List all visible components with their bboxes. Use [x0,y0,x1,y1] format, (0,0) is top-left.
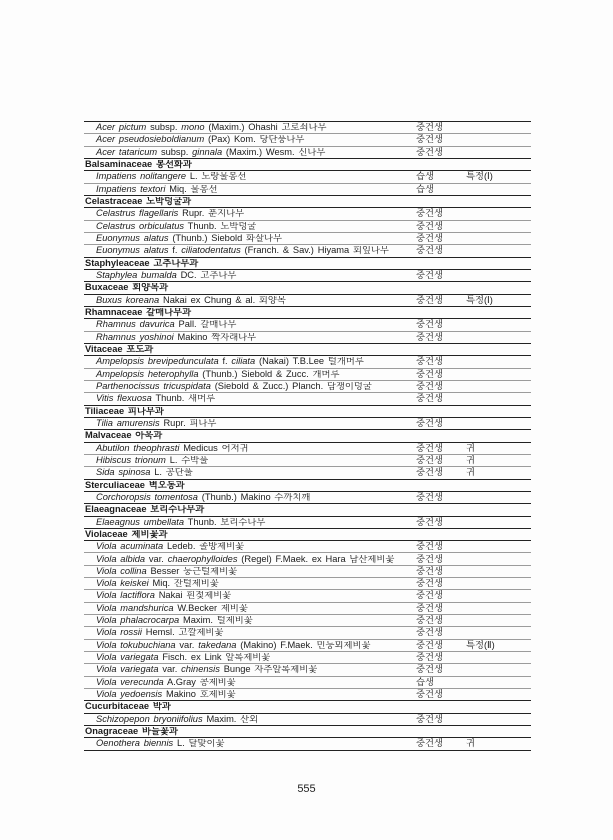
species-name: Ampelopsis brevipedunculata f. ciliata (Nakai) T.B.Lee 털개머루 [96,357,364,367]
moisture-cell: 중건생 [416,652,443,663]
moisture-cell: 중건생 [416,417,443,428]
species-row [84,603,531,615]
species-row [84,134,531,146]
moisture-cell: 중건생 [416,269,443,280]
moisture-cell: 중건생 [416,615,443,626]
species-name: Impatiens textori Miq. 물봉선 [96,184,218,194]
moisture-cell: 중건생 [416,627,443,638]
moisture-cell: 습생 [416,183,434,194]
note-cell: 특정(Ⅰ) [466,171,493,182]
species-name: Viola rossii Hemsl. 고깔제비꽃 [96,628,224,638]
species-row [84,208,531,220]
species-name: Buxus koreana Nakai ex Chung & al. 회양목 [96,295,286,305]
moisture-cell: 중건생 [416,319,443,330]
species-name: Euonymus alatus f. ciliatodentatus (Franch. & Sav.) Hiyama 회잎나무 [96,246,389,256]
species-name: Viola collina Besser 둥근털제비꽃 [96,566,238,576]
species-name: Viola keiskei Miq. 잔털제비꽃 [96,579,219,589]
moisture-cell: 중건생 [416,553,443,564]
species-name: Viola variegata var. chinensis Bunge 자주알록제비꽃 [96,665,318,675]
moisture-cell: 중건생 [416,393,443,404]
species-row [84,541,531,553]
moisture-cell: 중건생 [416,454,443,465]
family-name: Vitaceae 포도과 [85,344,154,354]
species-name: Viola lactiflora Nakai 흰젖제비꽃 [96,591,232,601]
family-row [84,196,531,208]
family-name: Staphyleaceae 고추나무과 [85,258,199,268]
species-row [84,455,531,467]
species-name: Ampelopsis heterophylla (Thunb.) Siebold & Zucc. 개머루 [96,369,340,379]
species-name: Hibiscus trionum L. 수박풀 [96,455,209,465]
family-row [84,701,531,713]
moisture-cell: 중건생 [416,689,443,700]
species-name: Celastrus flagellaris Rupr. 푼지나무 [96,209,245,219]
species-row [84,566,531,578]
species-name: Viola albida var. chaerophylloides (Regel) F.Maek. ex Hara 남산제비꽃 [96,554,395,564]
family-name: Elaeagnaceae 보리수나무과 [85,505,205,515]
species-row [84,664,531,676]
species-row [84,615,531,627]
family-name: Buxaceae 회양목과 [85,283,169,293]
species-name: Viola tokubuchiana var. takedana (Makino) F.Maek. 민둥뫼제비꽃 [96,640,371,650]
species-name: Rhamnus davurica Pall. 갈매나무 [96,320,237,330]
family-row [84,159,531,171]
species-name: Acer tataricum subsp. ginnala (Maxim.) Wesm. 신나무 [96,147,326,157]
family-name: Balsaminaceae 봉선화과 [85,160,192,169]
species-row [84,270,531,282]
family-name: Tiliaceae 피나무과 [85,406,164,416]
species-name: Euonymus alatus (Thunb.) Siebold 화살나무 [96,233,282,243]
species-name: Parthenocissus tricuspidata (Siebold & Zucc.) Planch. 담쟁이덩굴 [96,381,372,391]
family-name: Onagraceae 바늘꽃과 [85,727,178,737]
family-row [84,504,531,516]
family-name: Rhamnaceae 갈매나무과 [85,307,192,317]
species-row [84,443,531,455]
species-row [84,689,531,701]
moisture-cell: 습생 [416,171,434,182]
species-row [84,233,531,245]
family-name: Malvaceae 아욱과 [85,431,163,441]
family-name: Celastraceae 노박덩굴과 [85,196,192,206]
species-table [84,121,531,751]
species-row [84,122,531,134]
moisture-cell: 중건생 [416,356,443,367]
species-row [84,492,531,504]
moisture-cell: 중건생 [416,208,443,219]
moisture-cell: 중건생 [416,491,443,502]
species-row [84,171,531,183]
moisture-cell: 중건생 [416,134,443,145]
note-cell: 귀 [466,454,475,465]
moisture-cell: 중건생 [416,245,443,256]
family-row [84,430,531,442]
note-cell: 특정(Ⅱ) [466,639,495,650]
family-row [84,406,531,418]
moisture-cell: 중건생 [416,467,443,478]
moisture-cell: 중건생 [416,232,443,243]
species-name: Acer pictum subsp. mono (Maxim.) Ohashi 고로쇠나무 [96,123,327,133]
species-row [84,517,531,529]
species-name: Viola variegata Fisch. ex Link 알록제비꽃 [96,653,271,663]
moisture-cell: 중건생 [416,738,443,749]
moisture-cell: 중건생 [416,602,443,613]
moisture-cell: 중건생 [416,578,443,589]
species-row [84,245,531,257]
species-row [84,738,531,750]
species-name: Impatiens nolitangere L. 노랑물봉선 [96,172,247,182]
family-row [84,258,531,270]
family-row [84,480,531,492]
moisture-cell: 중건생 [416,565,443,576]
species-name: Viola mandshurica W.Becker 제비꽃 [96,603,248,613]
note-cell: 귀 [466,467,475,478]
moisture-cell: 중건생 [416,516,443,527]
note-cell: 귀 [466,442,475,453]
species-name: Acer pseudosieboldianum (Pax) Kom. 당단풍나무 [96,135,305,145]
species-row [84,295,531,307]
family-row [84,282,531,294]
moisture-cell: 중건생 [416,442,443,453]
species-row [84,332,531,344]
species-row [84,578,531,590]
species-name: Elaeagnus umbellata Thunb. 보리수나무 [96,517,266,527]
species-name: Abutilon theophrasti Medicus 어저귀 [96,443,249,453]
family-name: Violaceae 제비꽃과 [85,529,168,539]
species-row [84,467,531,479]
family-row [84,529,531,541]
species-name: Viola acuminata Ledeb. 졸방제비꽃 [96,542,245,552]
species-row [84,714,531,726]
moisture-cell: 습생 [416,676,434,687]
species-row [84,356,531,368]
species-name: Vitis flexuosa Thunb. 새머루 [96,394,216,404]
species-row [84,627,531,639]
note-cell: 특정(Ⅰ) [466,294,493,305]
moisture-cell: 중건생 [416,590,443,601]
moisture-cell: 중건생 [416,122,443,133]
species-name: Viola phalacrocarpa Maxim. 털제비꽃 [96,616,253,626]
species-name: Tilia amurensis Rupr. 피나무 [96,418,217,428]
species-row [84,590,531,602]
species-name: Viola verecunda A.Gray 콩제비꽃 [96,677,236,687]
species-name: Oenothera biennis L. 달맞이꽃 [96,739,225,749]
moisture-cell: 중건생 [416,541,443,552]
species-row [84,418,531,430]
moisture-cell: 중건생 [416,146,443,157]
species-name: Viola yedoensis Makino 호제비꽃 [96,690,236,700]
species-name: Corchoropsis tomentosa (Thunb.) Makino 수까치깨 [96,492,311,502]
moisture-cell: 중건생 [416,220,443,231]
moisture-cell: 중건생 [416,664,443,675]
family-name: Cucurbitaceae 박과 [85,702,171,712]
species-row [84,393,531,405]
moisture-cell: 중건생 [416,713,443,724]
moisture-cell: 중건생 [416,368,443,379]
moisture-cell: 중건생 [416,639,443,650]
species-row [84,652,531,664]
moisture-cell: 중건생 [416,380,443,391]
family-row [84,307,531,319]
species-row [84,319,531,331]
species-row [84,369,531,381]
moisture-cell: 중건생 [416,331,443,342]
family-name: Sterculiaceae 벽오동과 [85,480,185,490]
moisture-cell: 중건생 [416,294,443,305]
species-name: Rhamnus yoshinoi Makino 짝자래나무 [96,332,257,342]
species-name: Schizopepon bryoniifolius Maxim. 산외 [96,714,259,724]
species-row [84,184,531,196]
page-number: 555 [297,783,316,795]
species-row [84,553,531,565]
species-name: Staphylea bumalda DC. 고추나무 [96,270,237,280]
note-cell: 귀 [466,738,475,749]
species-name: Celastrus orbiculatus Thunb. 노박덩굴 [96,221,257,231]
species-name: Sida spinosa L. 공단풀 [96,468,193,478]
family-row [84,344,531,356]
species-row [84,147,531,159]
species-row [84,640,531,652]
species-row [84,677,531,689]
species-row [84,221,531,233]
family-row [84,726,531,738]
species-row [84,381,531,393]
